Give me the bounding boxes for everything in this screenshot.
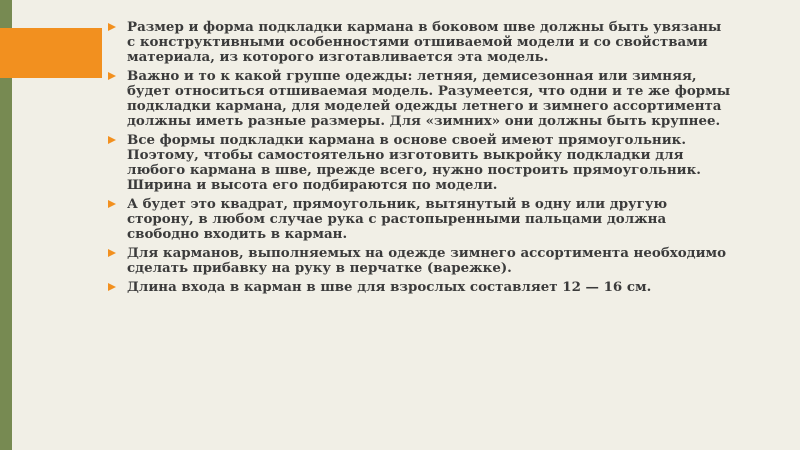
- arrow-bullet-icon: [108, 136, 116, 144]
- arrow-bullet-icon: [108, 23, 116, 31]
- arrow-bullet-icon: [108, 283, 116, 291]
- orange-accent-block: [0, 28, 102, 78]
- arrow-bullet-icon: [108, 249, 116, 257]
- bullet-text-4: А будет это квадрат, прямоугольник, вытянутый в одну или другую сторону, в любом случае рука с растопыренными пальцами должна свободно входить в карман.: [127, 196, 668, 242]
- bullet-item-4: [104, 197, 734, 242]
- arrow-bullet-icon: [108, 200, 116, 208]
- arrow-bullet-icon: [108, 72, 116, 80]
- bullet-list: [104, 20, 734, 295]
- bullet-item-2: [104, 69, 734, 129]
- bullet-item-6: [104, 280, 734, 295]
- bullet-text-2: Важно и то к какой группе одежды: летняя, демисезонная или зимняя, будет относиться отшиваемая модель. Разумеется, что одни и те же формы подкладки кармана, для моделей одежды летнего и зимнего ассортимента должны иметь разные размеры. Для «зимних» они должны быть крупнее.: [127, 68, 731, 129]
- bullet-text-5: Для карманов, выполняемых на одежде зимнего ассортимента необходимо сделать прибавку на руку в перчатке (варежке).: [127, 245, 727, 276]
- bullet-item-5: [104, 246, 734, 276]
- bullet-text-1: Размер и форма подкладки кармана в боковом шве должны быть увязаны с конструктивными особенностями отшиваемой модели и со свойствами материала, из которого изготавливается эта модель.: [127, 19, 722, 65]
- slide-content: [104, 20, 734, 299]
- bullet-text-6: Длина входа в карман в шве для взрослых составляет 12 — 16 см.: [127, 279, 652, 295]
- bullet-text-3: Все формы подкладки кармана в основе своей имеют прямоугольник. Поэтому, чтобы самостоятельно изготовить выкройку подкладки для любого кармана в шве, прежде всего, нужно построить прямоугольник. Ширина и высота его подбираются по модели.: [127, 132, 701, 193]
- bullet-item-3: [104, 133, 734, 193]
- bullet-item-1: [104, 20, 734, 65]
